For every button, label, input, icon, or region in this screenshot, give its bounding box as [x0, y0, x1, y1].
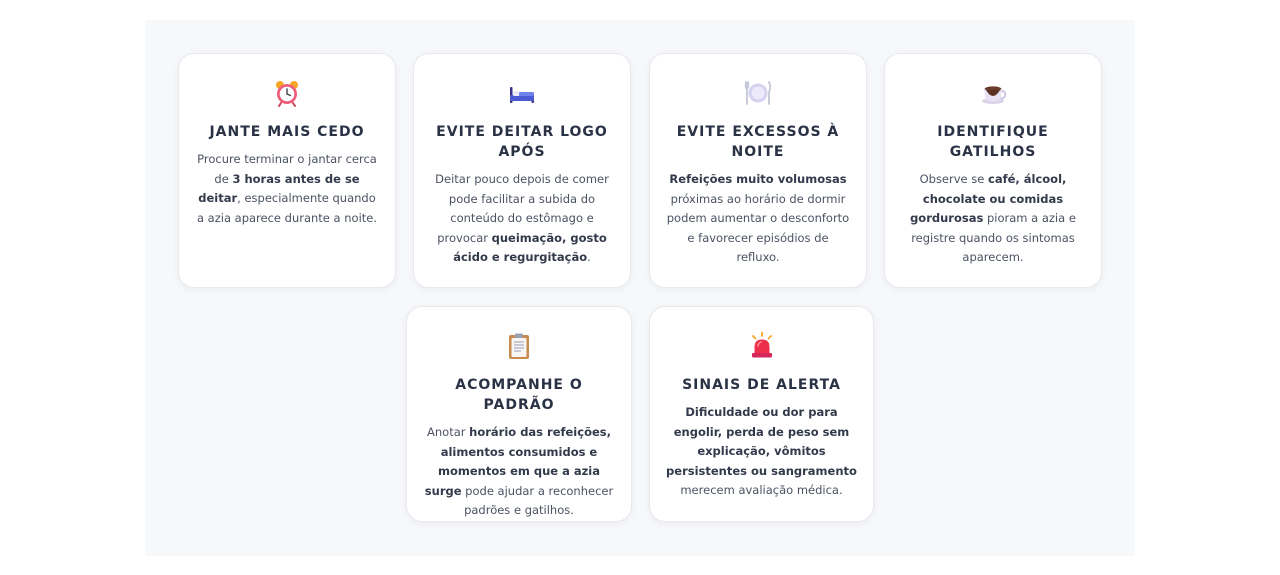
card-dinner-early	[178, 53, 396, 288]
card-title: JANTE MAIS CEDO	[209, 124, 365, 140]
text-segment-bold: horário das refeições, alimentos consumidos e momentos em que a azia surge	[424, 425, 611, 498]
card-text	[666, 170, 850, 268]
card-text	[430, 170, 614, 268]
text-segment-bold: queimação, gosto ácido e regurgitação	[453, 230, 607, 265]
text-segment: merecem avaliação médica.	[680, 483, 843, 498]
text-segment-bold: Dificuldade ou dor para engolir, perda de peso sem explicação, vômitos persistentes ou sangramento	[666, 405, 857, 478]
text-segment: Deitar pouco depois de comer pode facilitar a subida do conteúdo do estômago e provocar	[435, 172, 609, 245]
bed-icon	[507, 78, 537, 108]
card-title: ACOMPANHE O PADRÃO	[455, 377, 583, 413]
text-segment: Procure terminar o jantar cerca de	[197, 152, 377, 186]
text-segment: pioram a azia e registre quando os sintomas aparecem.	[911, 211, 1076, 265]
text-segment-bold: café, álcool, chocolate ou comidas gordurosas	[910, 172, 1067, 226]
text-segment-bold: Refeições muito volumosas	[669, 172, 847, 186]
plate-cutlery-icon	[743, 78, 773, 108]
clipboard-icon	[504, 331, 534, 361]
card-track-pattern	[406, 306, 632, 522]
card-text	[666, 403, 857, 501]
card-title: IDENTIFIQUE GATILHOS	[937, 124, 1049, 160]
card-text	[901, 170, 1085, 268]
card-text	[423, 423, 615, 521]
text-segment: próximas ao horário de dormir podem aumentar o desconforto e favorecer episódios de refluxo.	[666, 191, 850, 265]
card-avoid-lying-down	[413, 53, 631, 288]
text-segment: pode ajudar a reconhecer padrões e gatilhos.	[461, 483, 614, 518]
card-text	[195, 150, 379, 228]
alarm-clock-icon	[272, 78, 302, 108]
card-title: EVITE DEITAR LOGO APÓS	[436, 124, 608, 160]
text-segment-bold: 3 horas antes de se deitar	[198, 171, 360, 206]
text-segment: Observe se	[919, 172, 988, 186]
card-title: EVITE EXCESSOS À NOITE	[676, 124, 840, 160]
siren-icon	[747, 331, 777, 361]
card-avoid-excess	[649, 53, 867, 288]
text-segment: Anotar	[427, 425, 470, 439]
card-title: SINAIS DE ALERTA	[682, 377, 841, 393]
coffee-cup-icon	[978, 78, 1008, 108]
text-segment: .	[587, 250, 591, 265]
card-identify-triggers	[884, 53, 1102, 288]
text-segment: , especialmente quando a azia aparece durante a noite.	[196, 191, 378, 225]
card-warning-signs	[649, 306, 874, 522]
